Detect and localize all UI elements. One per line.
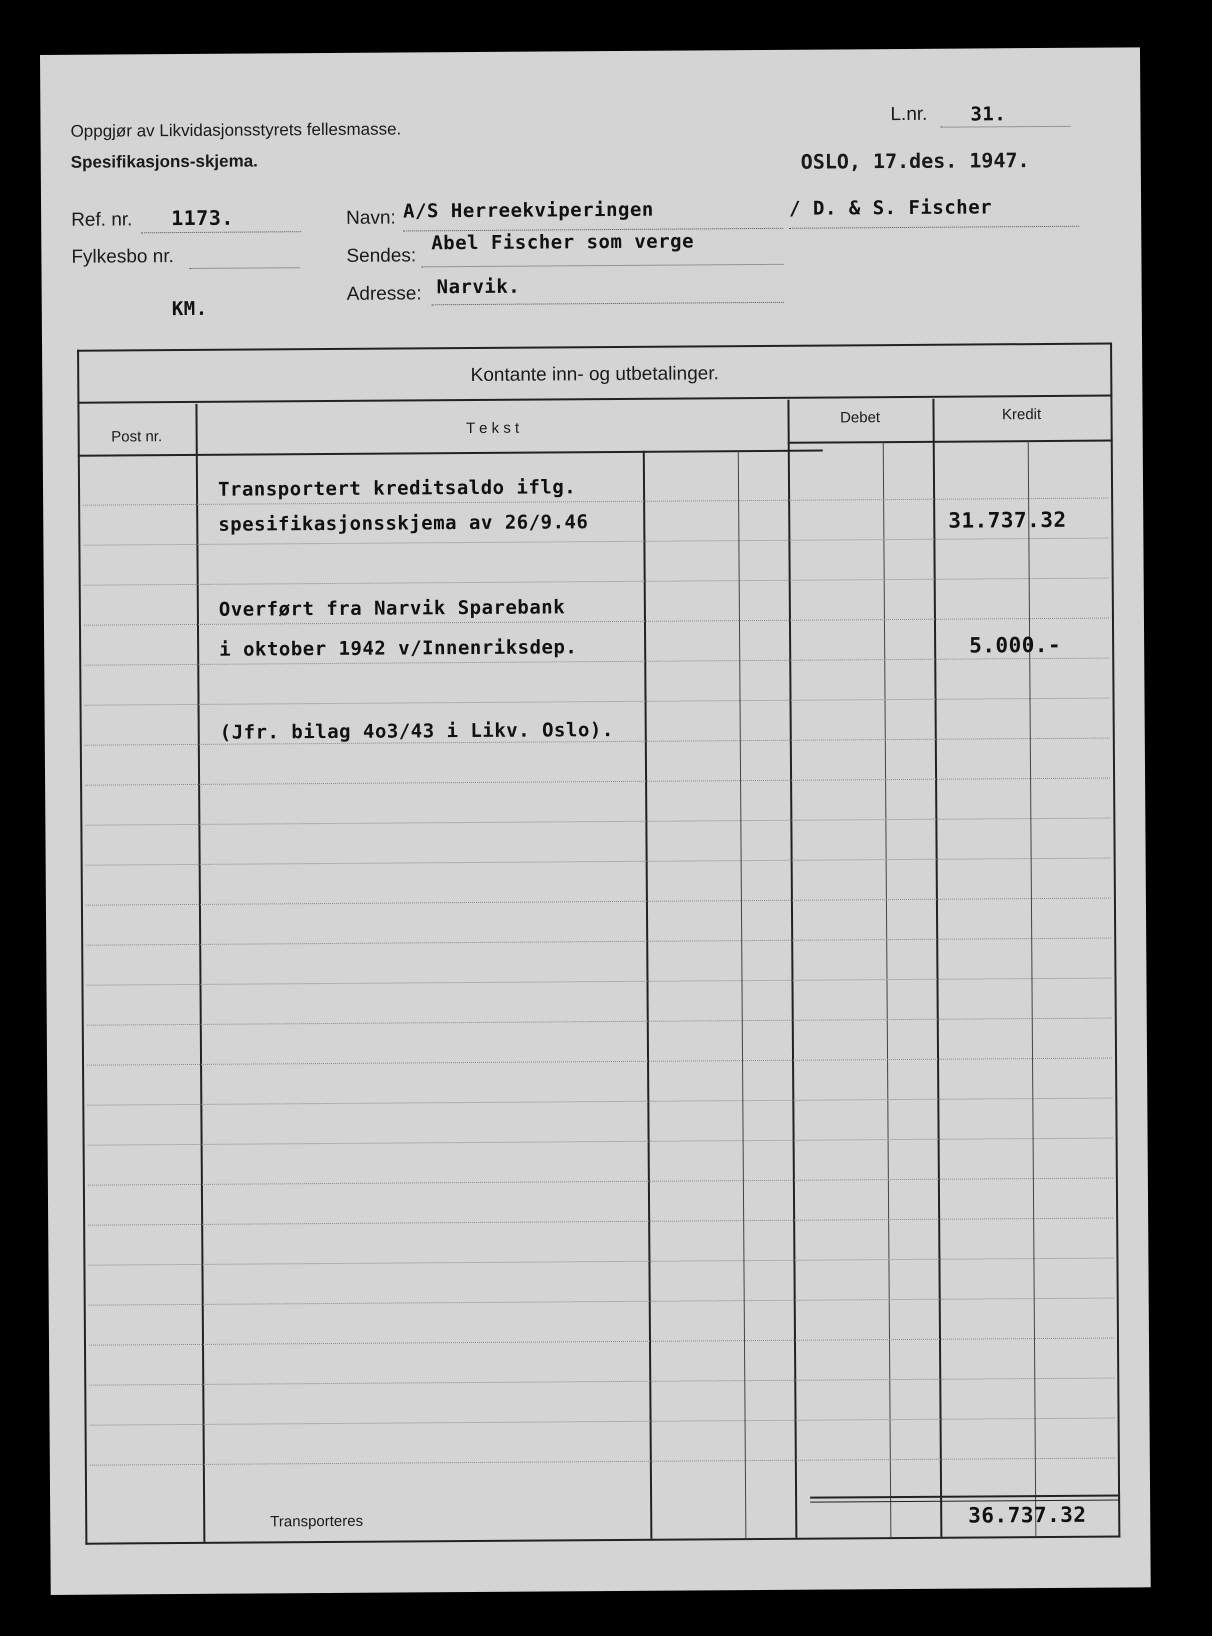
lnr-value: 31.: [970, 103, 1007, 126]
ruled-line: [86, 978, 1111, 986]
ref-value: 1173.: [171, 205, 234, 231]
entry-1-kredit: 31.737.32: [948, 507, 1067, 533]
col-divider-debet: [787, 400, 797, 1538]
ruled-line: [88, 1178, 1113, 1186]
ruled-line: [89, 1338, 1114, 1346]
ruled-line: [87, 1018, 1112, 1026]
col-divider-kredit: [932, 399, 942, 1537]
navn-extra-underline: [789, 226, 1079, 229]
ruled-line: [87, 1058, 1112, 1066]
table-right-border: [1110, 343, 1120, 1538]
ruled-line: [84, 578, 1109, 586]
sendes-underline: [421, 264, 783, 268]
navn-extra: / D. & S. Fischer: [789, 196, 993, 220]
date-prefix: [801, 148, 1030, 175]
ruled-line: [85, 778, 1110, 786]
title-divider: [77, 395, 1112, 404]
sendes-value: Abel Fischer som verge: [431, 230, 695, 255]
table-left-border: [77, 350, 87, 1545]
entry-2-kredit: 5.000.-: [969, 632, 1062, 658]
ruled-line: [83, 538, 1108, 546]
lnr-underline: [941, 126, 1071, 128]
col-divider-tekst-a: [643, 451, 653, 1539]
total-rule-top: [810, 1494, 1120, 1498]
adresse-label: Adresse:: [346, 283, 422, 305]
ruled-line: [86, 898, 1111, 906]
entry-1-line-1: Transportert kreditsaldo iflg.: [217, 476, 577, 501]
entry-1-line-2: spesifikasjonsskjema av 26/9.46: [218, 511, 589, 536]
ruled-line: [86, 858, 1111, 866]
col-header-debet: Debet: [839, 409, 881, 427]
col-header-post: Post nr.: [111, 428, 163, 446]
ruled-line: [89, 1298, 1114, 1306]
ruled-line: [88, 1258, 1113, 1266]
adresse-value: Narvik.: [436, 275, 521, 299]
entry-2-line-1: Overført fra Narvik Sparebank: [218, 596, 566, 621]
header-divider-left: [78, 450, 823, 457]
ruled-line: [85, 698, 1110, 706]
ruled-line: [89, 1378, 1114, 1386]
navn-value: A/S Herreekviperingen: [403, 198, 654, 223]
footer-label: Transporteres: [270, 1512, 364, 1531]
ruled-line: [85, 818, 1110, 826]
table-bottom-border: [85, 1535, 1120, 1544]
table-title: Kontante inn- og utbetalinger.: [470, 363, 719, 387]
document-page: [40, 47, 1151, 1595]
adresse-underline: [432, 302, 784, 305]
org-line: Oppgjør av Likvidasjonsstyrets fellesmasse.: [70, 119, 402, 141]
fylkesbo-label: Fylkesbo nr.: [71, 246, 174, 268]
footer-total: 36.737.32: [968, 1502, 1087, 1528]
ruled-line: [90, 1458, 1115, 1466]
ruled-lines: [40, 47, 1140, 55]
entry-3-line-1: (Jfr. bilag 4o3/43 i Likv. Oslo).: [219, 719, 614, 744]
sendes-label: Sendes:: [346, 245, 417, 267]
entry-2-line-2: i oktober 1942 v/Innenriksdep.: [219, 636, 578, 661]
col-header-kredit: Kredit: [1001, 406, 1042, 424]
col-divider-tekst-b: [738, 450, 747, 1538]
col-header-tekst: T e k s t: [466, 419, 520, 438]
ruled-line: [88, 1218, 1113, 1226]
col-divider-debet-ore: [883, 441, 892, 1537]
col-divider-post: [195, 404, 205, 1542]
ruled-line: [90, 1418, 1115, 1426]
date-text: OSLO, 17.des. 1947.: [800, 148, 1030, 174]
ruled-line: [87, 1098, 1112, 1106]
ruled-line: [88, 1138, 1113, 1146]
navn-label: Navn:: [346, 207, 396, 229]
extra-code: KM.: [171, 297, 208, 321]
header-divider-right: [788, 440, 1113, 444]
ruled-line: [86, 938, 1111, 946]
form-title: Spesifikasjons-skjema.: [70, 151, 258, 172]
lnr-label: L.nr.: [890, 103, 928, 126]
table-top-border: [77, 343, 1112, 352]
ref-underline: [141, 231, 301, 233]
col-divider-kredit-ore: [1028, 440, 1037, 1536]
fylkesbo-underline: [189, 267, 299, 269]
ref-label: Ref. nr.: [71, 209, 133, 231]
